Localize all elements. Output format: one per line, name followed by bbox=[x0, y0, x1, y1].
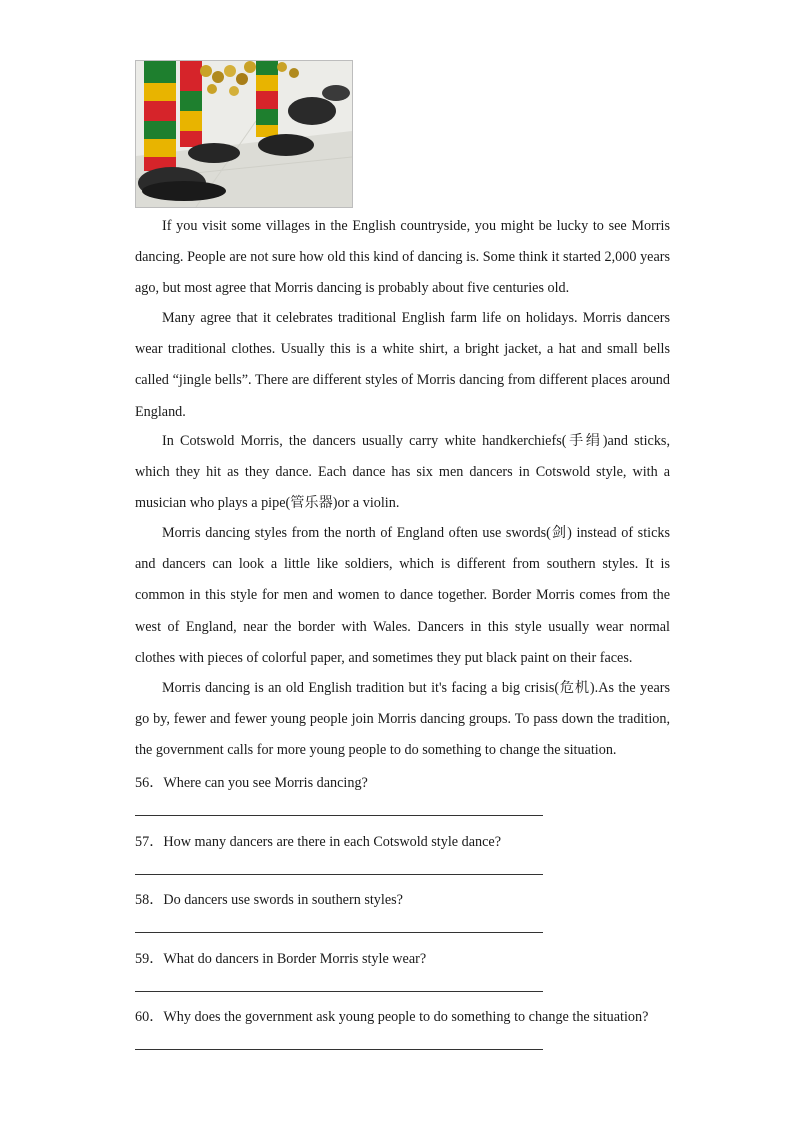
question-57 bbox=[135, 831, 501, 851]
question-number: 59． bbox=[135, 951, 164, 967]
passage-paragraph-3: In Cotswold Morris, the dancers usually carry white handkerchiefs(手绢)and sticks, which they hit as they dance. Each dance has six men dancers in Cotswold style, with a musician who plays a pipe(管乐器)or a violin. bbox=[135, 433, 670, 512]
question-number: 60． bbox=[135, 1009, 164, 1025]
question-text: Why does the government ask young people to do something to change the situation? bbox=[163, 1009, 649, 1025]
question-59 bbox=[135, 948, 426, 968]
question-58 bbox=[135, 889, 403, 909]
question-text: How many dancers are there in each Cotswold style dance? bbox=[163, 834, 502, 850]
question-56 bbox=[135, 772, 368, 792]
passage-paragraph-4: Morris dancing styles from the north of England often use swords(剑) instead of sticks and dancers can look a little like soldiers, which is different from southern styles. It is common in this style for men and women to dance together. Border Morris comes from the west of England, near the border with Wales. Dancers in this style usually wear normal clothes with pieces of colorful paper, and sometimes they put black paint on their faces. bbox=[135, 525, 670, 666]
question-60 bbox=[135, 1006, 648, 1026]
question-text: Do dancers use swords in southern styles? bbox=[163, 892, 403, 908]
question-text: Where can you see Morris dancing? bbox=[163, 775, 368, 791]
question-number: 57． bbox=[135, 834, 164, 850]
answer-line-60[interactable] bbox=[135, 1049, 543, 1050]
answer-line-58[interactable] bbox=[135, 932, 543, 933]
question-text: What do dancers in Border Morris style wear? bbox=[163, 951, 427, 967]
answer-line-59[interactable] bbox=[135, 991, 543, 992]
morris-dancers-photo bbox=[135, 60, 353, 208]
passage-paragraph-2: Many agree that it celebrates traditional English farm life on holidays. Morris dancers wear traditional clothes. Usually this is a white shirt, a bright jacket, a hat and small bells called “jingle bells”. There are different styles of Morris dancing from different places around England. bbox=[135, 310, 670, 420]
answer-line-56[interactable] bbox=[135, 815, 543, 816]
question-number: 58． bbox=[135, 892, 164, 908]
passage-paragraph-5: Morris dancing is an old English tradition but it's facing a big crisis(危机).As the years go by, fewer and fewer young people join Morris dancing groups. To pass down the tradition, the government calls for more young people to do something to change the situation. bbox=[135, 680, 670, 759]
answer-line-57[interactable] bbox=[135, 874, 543, 875]
question-number: 56． bbox=[135, 775, 164, 791]
passage-paragraph-1: If you visit some villages in the English countryside, you might be lucky to see Morris dancing. People are not sure how old this kind of dancing is. Some think it started 2,000 years ago, but most agree that Morris dancing is probably about five centuries old. bbox=[135, 218, 670, 297]
